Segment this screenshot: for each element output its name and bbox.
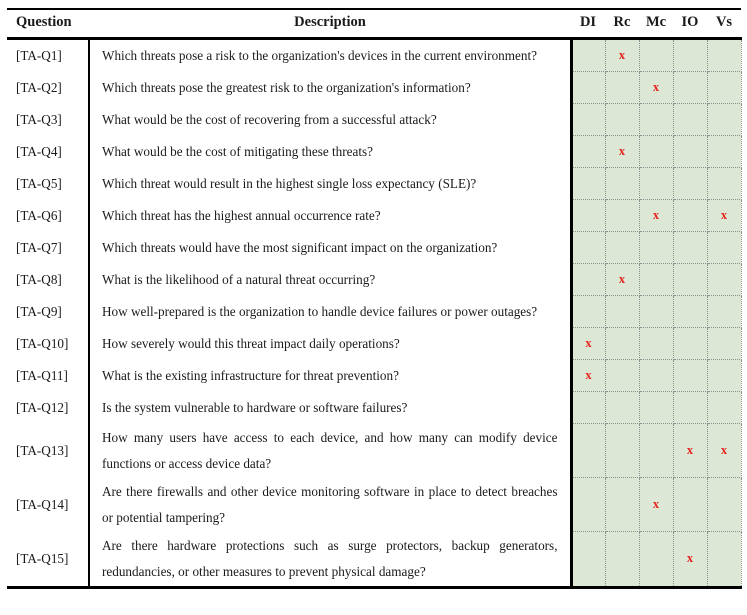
table-row xyxy=(7,264,741,296)
mark-cell-di xyxy=(571,232,605,264)
question-id: [TA-Q12] xyxy=(7,392,89,424)
question-description: Is the system vulnerable to hardware or software failures? xyxy=(89,392,571,424)
table-row xyxy=(7,360,741,392)
mark-cell-di xyxy=(571,424,605,478)
mark-cell-io xyxy=(673,39,707,72)
mark-cell-rc xyxy=(605,532,639,588)
header-rc: Rc xyxy=(605,9,639,39)
mark-cell-io xyxy=(673,232,707,264)
mark-cell-vs: x xyxy=(707,200,741,232)
question-id: [TA-Q3] xyxy=(7,104,89,136)
mark-cell-di: x xyxy=(571,360,605,392)
mark-cell-di xyxy=(571,136,605,168)
mark-cell-vs xyxy=(707,392,741,424)
question-description: Which threat has the highest annual occurrence rate? xyxy=(89,200,571,232)
question-id: [TA-Q11] xyxy=(7,360,89,392)
mark-cell-rc xyxy=(605,424,639,478)
question-description: What would be the cost of mitigating these threats? xyxy=(89,136,571,168)
table-row xyxy=(7,104,741,136)
table-row xyxy=(7,232,741,264)
mark-cell-rc xyxy=(605,72,639,104)
question-id: [TA-Q15] xyxy=(7,532,89,588)
question-description: Are there firewalls and other device monitoring software in place to detect breaches or potential tampering? xyxy=(89,478,571,532)
mark-cell-mc xyxy=(639,136,673,168)
mark-cell-io xyxy=(673,200,707,232)
question-description: Which threat would result in the highest single loss expectancy (SLE)? xyxy=(89,168,571,200)
mark-cell-di xyxy=(571,392,605,424)
mark-cell-di xyxy=(571,478,605,532)
mark-cell-mc xyxy=(639,264,673,296)
mark-cell-di xyxy=(571,39,605,72)
mark-cell-vs: x xyxy=(707,424,741,478)
table-row xyxy=(7,392,741,424)
question-description: Which threats pose a risk to the organization's devices in the current environment? xyxy=(89,39,571,72)
mark-cell-mc xyxy=(639,328,673,360)
mark-cell-vs xyxy=(707,136,741,168)
mark-cell-rc xyxy=(605,478,639,532)
mark-cell-vs xyxy=(707,39,741,72)
mark-cell-mc xyxy=(639,392,673,424)
mark-cell-di xyxy=(571,264,605,296)
mark-cell-vs xyxy=(707,360,741,392)
mark-cell-mc xyxy=(639,39,673,72)
question-description: What would be the cost of recovering from a successful attack? xyxy=(89,104,571,136)
mark-cell-vs xyxy=(707,232,741,264)
mark-cell-rc xyxy=(605,232,639,264)
question-description: How well-prepared is the organization to handle device failures or power outages? xyxy=(89,296,571,328)
mark-cell-mc xyxy=(639,296,673,328)
question-id: [TA-Q8] xyxy=(7,264,89,296)
mark-cell-mc: x xyxy=(639,200,673,232)
mark-cell-io xyxy=(673,392,707,424)
mark-cell-di xyxy=(571,532,605,588)
question-description: Which threats would have the most significant impact on the organization? xyxy=(89,232,571,264)
question-description: What is the existing infrastructure for threat prevention? xyxy=(89,360,571,392)
mark-cell-rc xyxy=(605,392,639,424)
header-io: IO xyxy=(673,9,707,39)
mark-cell-rc xyxy=(605,168,639,200)
question-id: [TA-Q9] xyxy=(7,296,89,328)
question-id: [TA-Q13] xyxy=(7,424,89,478)
mark-cell-di: x xyxy=(571,328,605,360)
table-row xyxy=(7,478,741,532)
mark-cell-io: x xyxy=(673,424,707,478)
mark-cell-io xyxy=(673,264,707,296)
mark-cell-rc: x xyxy=(605,39,639,72)
mark-cell-mc xyxy=(639,232,673,264)
mark-cell-io xyxy=(673,104,707,136)
mark-cell-rc xyxy=(605,360,639,392)
question-id: [TA-Q7] xyxy=(7,232,89,264)
mark-cell-rc xyxy=(605,200,639,232)
mark-cell-io xyxy=(673,72,707,104)
question-id: [TA-Q2] xyxy=(7,72,89,104)
mark-cell-io xyxy=(673,136,707,168)
mark-cell-vs xyxy=(707,72,741,104)
mark-cell-rc: x xyxy=(605,136,639,168)
mark-cell-rc xyxy=(605,328,639,360)
table-row xyxy=(7,72,741,104)
question-id: [TA-Q5] xyxy=(7,168,89,200)
mark-cell-di xyxy=(571,200,605,232)
question-id: [TA-Q4] xyxy=(7,136,89,168)
mark-cell-vs xyxy=(707,264,741,296)
question-id: [TA-Q6] xyxy=(7,200,89,232)
header-description: Description xyxy=(89,9,571,39)
mark-cell-io xyxy=(673,360,707,392)
table-row xyxy=(7,39,741,72)
question-mapping-table xyxy=(7,8,742,589)
table-body xyxy=(7,39,741,588)
table-row xyxy=(7,200,741,232)
mark-cell-vs xyxy=(707,532,741,588)
mark-cell-rc xyxy=(605,104,639,136)
table-row xyxy=(7,296,741,328)
mark-cell-rc xyxy=(605,296,639,328)
mark-cell-io: x xyxy=(673,532,707,588)
question-description: Are there hardware protections such as surge protectors, backup generators, redundancies, or other measures to prevent physical damage? xyxy=(89,532,571,588)
mark-cell-di xyxy=(571,72,605,104)
header-row xyxy=(7,9,741,39)
question-id: [TA-Q1] xyxy=(7,39,89,72)
mark-cell-vs xyxy=(707,328,741,360)
mark-cell-io xyxy=(673,328,707,360)
mark-cell-io xyxy=(673,168,707,200)
question-description: How severely would this threat impact daily operations? xyxy=(89,328,571,360)
question-id: [TA-Q14] xyxy=(7,478,89,532)
table-row xyxy=(7,424,741,478)
mark-cell-mc xyxy=(639,104,673,136)
header-di: DI xyxy=(571,9,605,39)
mark-cell-mc: x xyxy=(639,72,673,104)
question-description: Which threats pose the greatest risk to the organization's information? xyxy=(89,72,571,104)
header-question: Question xyxy=(7,9,89,39)
table-row xyxy=(7,532,741,588)
mark-cell-vs xyxy=(707,296,741,328)
mark-cell-di xyxy=(571,168,605,200)
mark-cell-vs xyxy=(707,478,741,532)
question-description: What is the likelihood of a natural threat occurring? xyxy=(89,264,571,296)
mark-cell-mc xyxy=(639,360,673,392)
mark-cell-io xyxy=(673,478,707,532)
mark-cell-mc xyxy=(639,532,673,588)
table-row xyxy=(7,328,741,360)
mark-cell-mc xyxy=(639,168,673,200)
table-row xyxy=(7,136,741,168)
question-description: How many users have access to each device, and how many can modify device functions or access device data? xyxy=(89,424,571,478)
mark-cell-di xyxy=(571,296,605,328)
table-row xyxy=(7,168,741,200)
question-id: [TA-Q10] xyxy=(7,328,89,360)
mark-cell-mc xyxy=(639,424,673,478)
mark-cell-mc: x xyxy=(639,478,673,532)
mark-cell-io xyxy=(673,296,707,328)
mark-cell-rc: x xyxy=(605,264,639,296)
mark-cell-vs xyxy=(707,168,741,200)
header-mc: Mc xyxy=(639,9,673,39)
header-vs: Vs xyxy=(707,9,741,39)
mark-cell-vs xyxy=(707,104,741,136)
mark-cell-di xyxy=(571,104,605,136)
